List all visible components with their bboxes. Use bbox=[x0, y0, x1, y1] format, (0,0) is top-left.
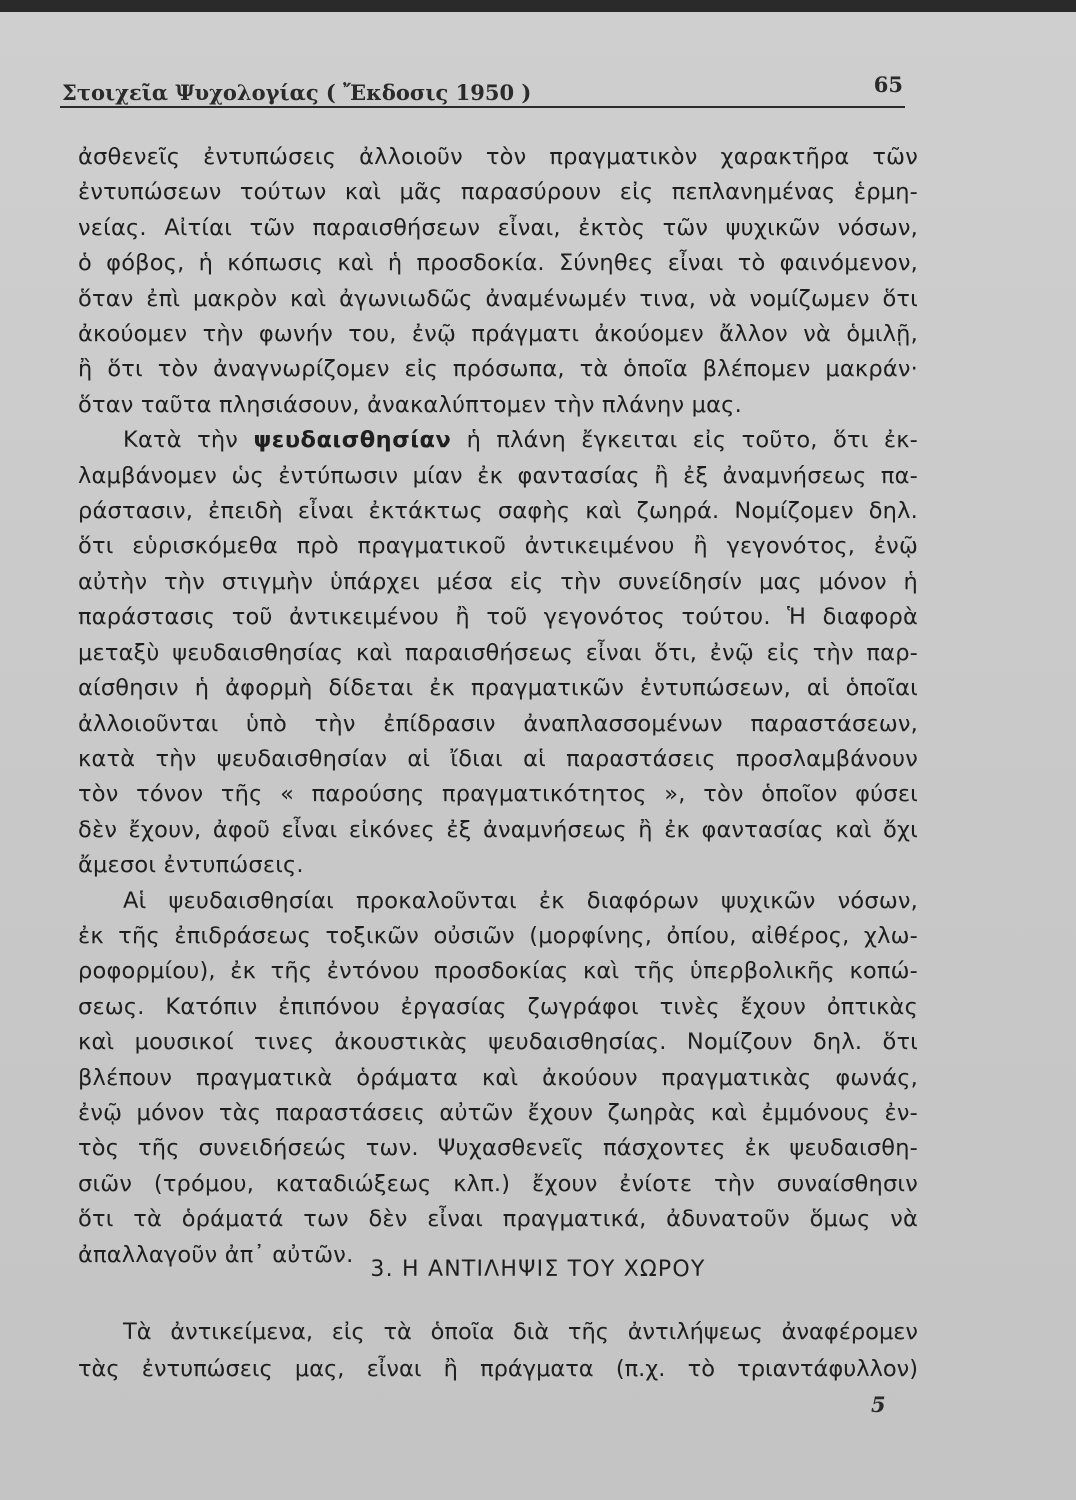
text-line: αίσθησιν ἡ ἀφορμὴ δίδεται ἐκ πραγματικῶν ἐντυπώσεων, αἱ ὁποῖαι bbox=[78, 675, 918, 702]
section-heading: 3. Η ΑΝΤΙΛΗΨΙΣ ΤΟΥ ΧΩΡΟΥ bbox=[370, 1257, 706, 1282]
text-line: ἀλλοιοῦνται ὑπὸ τὴν ἐπίδρασιν ἀναπλασσομένων παραστάσεων, bbox=[78, 710, 918, 737]
text-line: ἐντυπώσεων τούτων καὶ μᾶς παρασύρουν εἰς πεπλανημένας ἑρμη- bbox=[78, 179, 918, 206]
text-line: τὸν τόνον τῆς « παρούσης πραγματικότητος », τὸν ὁποῖον φύσει bbox=[78, 781, 918, 808]
text-line: ὅταν ἐπὶ μακρὸν καὶ ἀγωνιωδῶς ἀναμένωμέν τινα, νὰ νομίζωμεν ὅτι bbox=[78, 285, 918, 312]
text-line: τὰς ἐντυπώσεις μας, εἶναι ἢ πράγματα (π.χ. τὸ τριαντάφυλλον) bbox=[78, 1356, 918, 1382]
text-line: ἀπαλλαγοῦν ἀπ᾽ αὐτῶν. bbox=[78, 1241, 354, 1268]
paragraph-2 bbox=[78, 423, 918, 883]
text-line: Τὰ ἀντικείμενα, εἰς τὰ ὁποῖα διὰ τῆς ἀντιλήψεως ἀναφέρομεν bbox=[123, 1319, 918, 1345]
text-line: μεταξὺ ψευδαισθησίας καὶ παραισθήσεως εἶναι ὅτι, ἐνῷ εἰς τὴν παρ- bbox=[78, 639, 918, 666]
text-line: σιῶν (τρόμου, καταδιώξεως κλπ.) ἔχουν ἐνίοτε τὴν συναίσθησιν bbox=[78, 1170, 918, 1197]
scan-top-edge bbox=[0, 0, 1076, 12]
text-line: τὸς τῆς συνειδήσεώς των. Ψυχασθενεῖς πάσχοντες ἐκ ψευδαισθη- bbox=[78, 1135, 918, 1162]
text-line: ράστασιν, ἐπειδὴ εἶναι ἐκτάκτως σαφὴς καὶ ζωηρά. Νομίζομεν δηλ. bbox=[78, 498, 918, 525]
text-line: ἐνῷ μόνον τὰς παραστάσεις αὐτῶν ἔχουν ζωηρὰς καὶ ἐμμόνους ἐν- bbox=[78, 1099, 918, 1126]
text-line: ὅταν ταῦτα πλησιάσουν, ἀνακαλύπτομεν τὴν πλάνην μας. bbox=[78, 391, 742, 418]
text-line: ἀσθενεῖς ἐντυπώσεις ἀλλοιοῦν τὸν πραγματικὸν χαρακτῆρα τῶν bbox=[78, 144, 918, 170]
paragraph-1 bbox=[78, 140, 918, 423]
body-text bbox=[78, 140, 918, 1273]
text-line: ἐκ τῆς ἐπιδράσεως τοξικῶν οὐσιῶν (μορφίνης, ὀπίου, αἰθέρος, χλω- bbox=[78, 922, 918, 949]
paragraph-2-first-rest: ἡ πλάνη ἔγκειται εἰς τοῦτο, ὅτι ἐκ- bbox=[466, 427, 918, 454]
signature-mark: 5 bbox=[871, 1392, 886, 1417]
paragraph-3 bbox=[78, 884, 918, 1273]
emphasized-term: ψευδαισθησίαν bbox=[253, 427, 452, 454]
text-line: δὲν ἔχουν, ἀφοῦ εἶναι εἰκόνες ἐξ ἀναμνήσεως ἢ ἐκ φαντασίας καὶ ὄχι bbox=[78, 816, 918, 843]
text-line: ὁ φόβος, ἡ κόπωσις καὶ ἡ προσδοκία. Σύνηθες εἶναι τὸ φαινόμενον, bbox=[78, 250, 918, 277]
text-line: ἀκούομεν τὴν φωνήν του, ἐνῷ πράγματι ἀκούομεν ἄλλον νὰ ὁμιλῇ, bbox=[78, 321, 918, 348]
text-line: καὶ μουσικοί τινες ἀκουστικὰς ψευδαισθησίας. Νομίζουν δηλ. ὅτι bbox=[78, 1029, 918, 1056]
text-line: βλέπουν πραγματικὰ ὁράματα καὶ ἀκούουν πραγματικὰς φωνάς, bbox=[78, 1064, 918, 1091]
text-line bbox=[78, 423, 918, 458]
text-line: νείας. Αἰτίαι τῶν παραισθήσεων εἶναι, ἐκτὸς τῶν ψυχικῶν νόσων, bbox=[78, 214, 918, 241]
text-line: λαμβάνομεν ὡς ἐντύπωσιν μίαν ἐκ φαντασίας ἢ ἐξ ἀναμνήσεως πα- bbox=[78, 462, 918, 489]
text-line: ροφορμίου), ἐκ τῆς ἐντόνου προσδοκίας καὶ τῆς ὑπερβολικῆς κοπώ- bbox=[78, 958, 918, 985]
text-line: ἄμεσοι ἐντυπώσεις. bbox=[78, 852, 304, 879]
text-line: κατὰ τὴν ψευδαισθησίαν αἱ ἴδιαι αἱ παραστάσεις προσλαμβάνουν bbox=[78, 745, 918, 772]
header-title: Στοιχεῖα Ψυχολογίας ( Ἔκδοσις 1950 ) bbox=[62, 80, 532, 105]
page-number: 65 bbox=[873, 72, 903, 97]
paragraph-4 bbox=[78, 1314, 918, 1388]
text-line: ὅτι τὰ ὁράματά των δὲν εἶναι πραγματικά, ἀδυνατοῦν ὅμως νὰ bbox=[78, 1206, 918, 1233]
text-line: ἢ ὅτι τὸν ἀναγνωρίζομεν εἰς πρόσωπα, τὰ ὁποῖα βλέπομεν μακράν· bbox=[78, 356, 918, 383]
text-line: ὅτι εὑρισκόμεθα πρὸ πραγματικοῦ ἀντικειμένου ἢ γεγονότος, ἐνῷ bbox=[78, 533, 918, 560]
running-header bbox=[60, 74, 905, 108]
paragraph-2-lead: Κατὰ τὴν bbox=[123, 427, 239, 454]
text-line: σεως. Κατόπιν ἐπιπόνου ἐργασίας ζωγράφοι τινὲς ἔχουν ὀπτικὰς bbox=[78, 993, 918, 1020]
text-line: αὐτὴν τὴν στιγμὴν ὑπάρχει μέσα εἰς τὴν συνείδησίν μας μόνον ἡ bbox=[78, 568, 918, 595]
book-page bbox=[0, 12, 1076, 1500]
text-line: Αἱ ψευδαισθησίαι προκαλοῦνται ἐκ διαφόρων ψυχικῶν νόσων, bbox=[123, 887, 918, 914]
text-line: παράστασις τοῦ ἀντικειμένου ἢ τοῦ γεγονότος τούτου. Ἡ διαφορὰ bbox=[78, 604, 918, 631]
